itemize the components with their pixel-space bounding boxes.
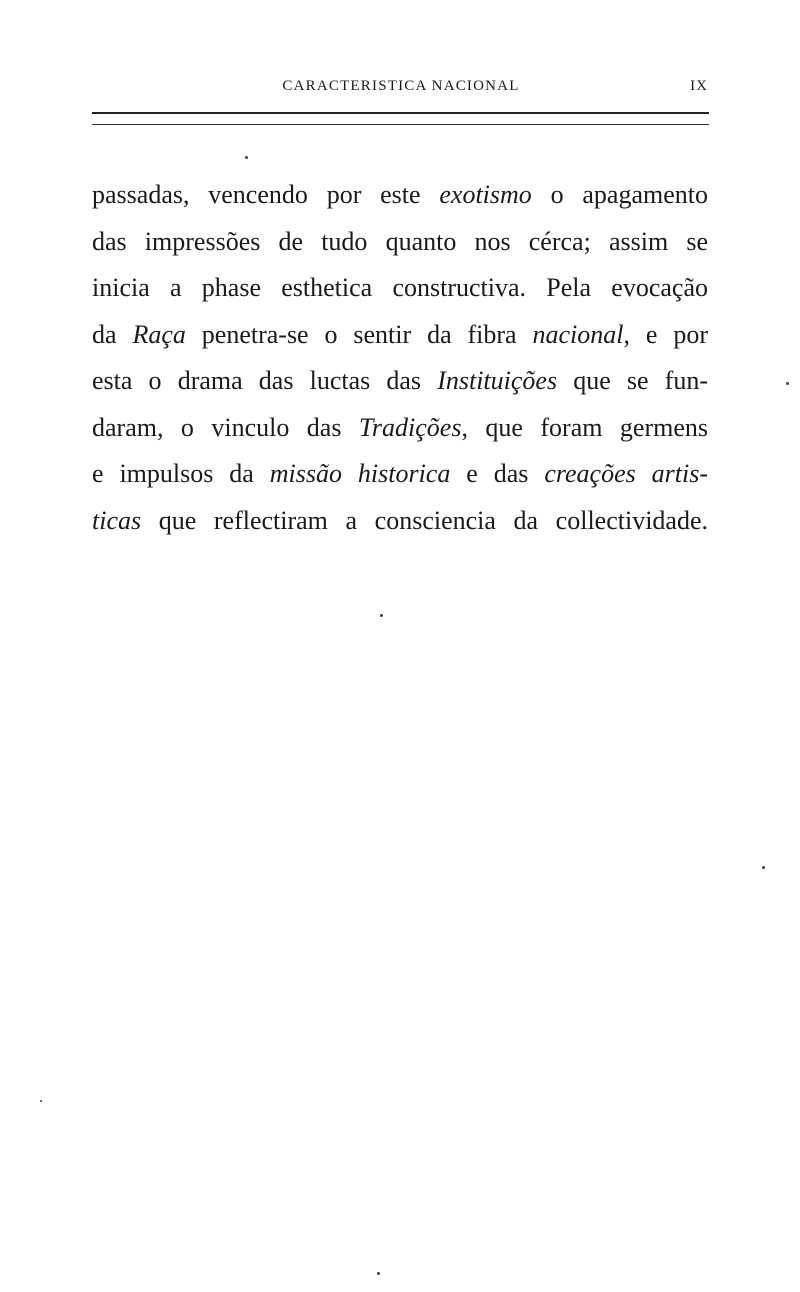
- header-rule-thick: [92, 112, 709, 114]
- text-line-2: das impressões de tudo quanto nos cérca; assim se: [92, 226, 708, 256]
- text-line-3: inicia a phase esthetica constructiva. Pela evocação: [92, 273, 708, 302]
- page-number: IX: [690, 78, 708, 94]
- scan-speck: [762, 866, 765, 869]
- scan-speck: [377, 1272, 380, 1275]
- text-line-8: ticas que reflectiram a consciencia da collectividade.: [92, 505, 708, 535]
- text-line-6: daram, o vinculo das Tradições, que foram germens: [92, 412, 709, 442]
- scan-speck: [380, 614, 383, 617]
- header-rule-thin: [92, 124, 709, 125]
- body-paragraph: [92, 172, 708, 544]
- scan-speck: [245, 156, 248, 159]
- scan-speck: [786, 382, 789, 385]
- running-title: CARACTERISTICA NACIONAL: [282, 78, 520, 94]
- scan-speck: [40, 1100, 42, 1102]
- text-line-7: e impulsos da missão historica e das creações artis-: [92, 459, 709, 488]
- running-head: [92, 76, 710, 100]
- text-line-1: passadas, vencendo por este exotismo o apagamento: [92, 180, 708, 209]
- text-line-4: da Raça penetra-se o sentir da fibra nacional, e por: [92, 319, 709, 349]
- text-line-5: esta o drama das luctas das Instituições que se fun-: [92, 366, 708, 395]
